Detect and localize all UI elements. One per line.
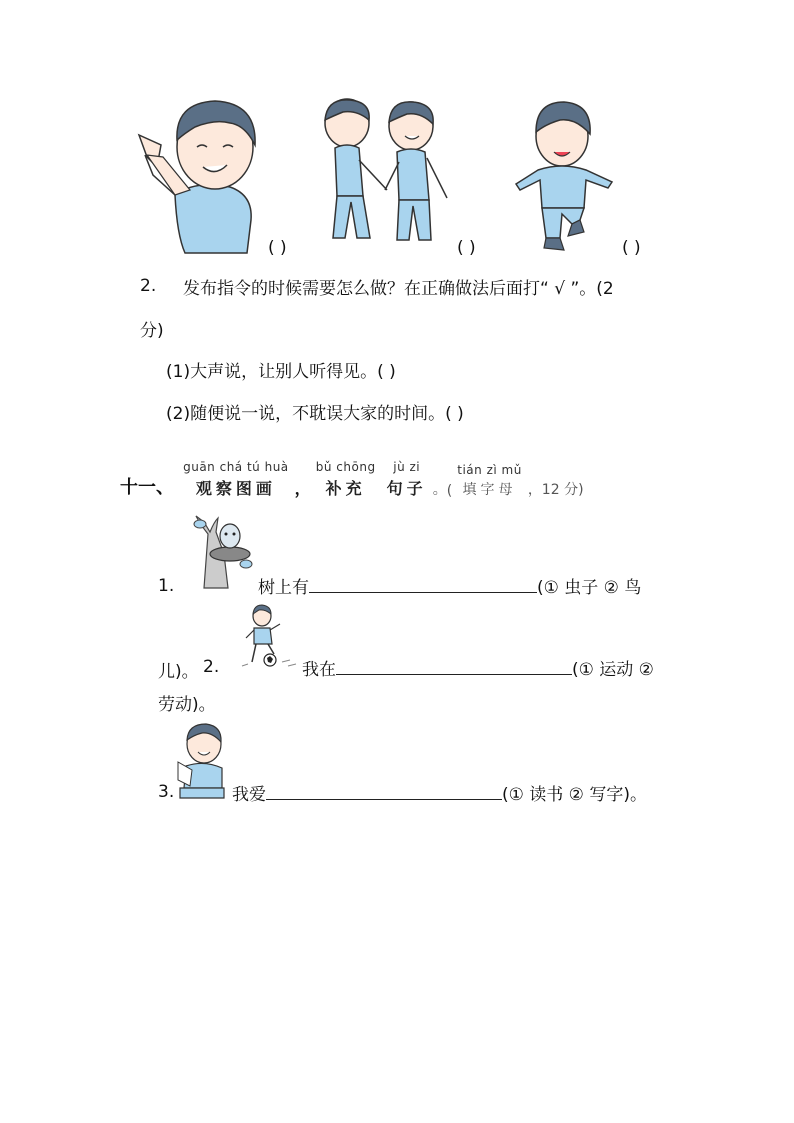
q2-stem-line2: 分) bbox=[140, 321, 164, 341]
boy-walking-illustration bbox=[510, 98, 620, 256]
title-word-complete: bǔ chōng 补充 bbox=[315, 460, 376, 498]
note-score: ，12 分) bbox=[527, 482, 584, 498]
answer-blank-3[interactable]: ( ) bbox=[622, 238, 641, 258]
boys-handshake-illustration bbox=[315, 98, 460, 253]
q2-option-1[interactable]: (1)大声说，让别人听得见。( ) bbox=[166, 362, 396, 382]
tree-bird-nest-illustration bbox=[190, 514, 256, 588]
item-1-continuation: 儿)。 bbox=[158, 662, 199, 682]
answer-blank-2[interactable]: ( ) bbox=[457, 238, 476, 258]
item-3-answer-line[interactable] bbox=[266, 781, 502, 800]
title-word-observe: guān chá tú huà 观察图画 bbox=[183, 460, 289, 498]
item-1-number: 1. bbox=[158, 576, 175, 596]
title-comma: ， bbox=[294, 479, 311, 498]
note-open-paren: ( bbox=[446, 483, 453, 499]
q2-option-2[interactable]: (2)随便说一说，不耽误大家的时间。( ) bbox=[166, 404, 464, 424]
boy-reading-illustration bbox=[176, 722, 228, 800]
boy-waving-illustration bbox=[135, 95, 260, 255]
item-2-continuation: 劳动)。 bbox=[158, 695, 216, 715]
item-1-answer-line[interactable] bbox=[309, 574, 537, 593]
item-2-number: 2. bbox=[203, 657, 220, 677]
item-2-sentence: 我在 (① 运动 ② bbox=[302, 655, 654, 680]
item-2-answer-line[interactable] bbox=[336, 656, 572, 675]
boy-playing-football-illustration bbox=[240, 604, 300, 670]
title-word-sentence: jù zi 句子 bbox=[386, 460, 427, 498]
item-1-sentence: 树上有 (① 虫子 ② 鸟 bbox=[258, 573, 641, 598]
note-word-letters: tián zì mǔ 填字母 bbox=[457, 463, 522, 498]
q2-number: 2. bbox=[140, 276, 157, 296]
section-11-number: 十一、 bbox=[120, 477, 174, 498]
q2-stem-line1: 发布指令的时候需要怎么做？在正确做法后面打“ √ ”。(2 bbox=[183, 279, 614, 299]
title-period: 。 bbox=[432, 482, 447, 498]
answer-blank-1[interactable]: ( ) bbox=[268, 238, 287, 258]
item-3-sentence: 我爱 (① 读书 ② 写字)。 bbox=[232, 780, 647, 805]
section-11-heading bbox=[120, 460, 584, 499]
item-3-number: 3. bbox=[158, 782, 175, 802]
